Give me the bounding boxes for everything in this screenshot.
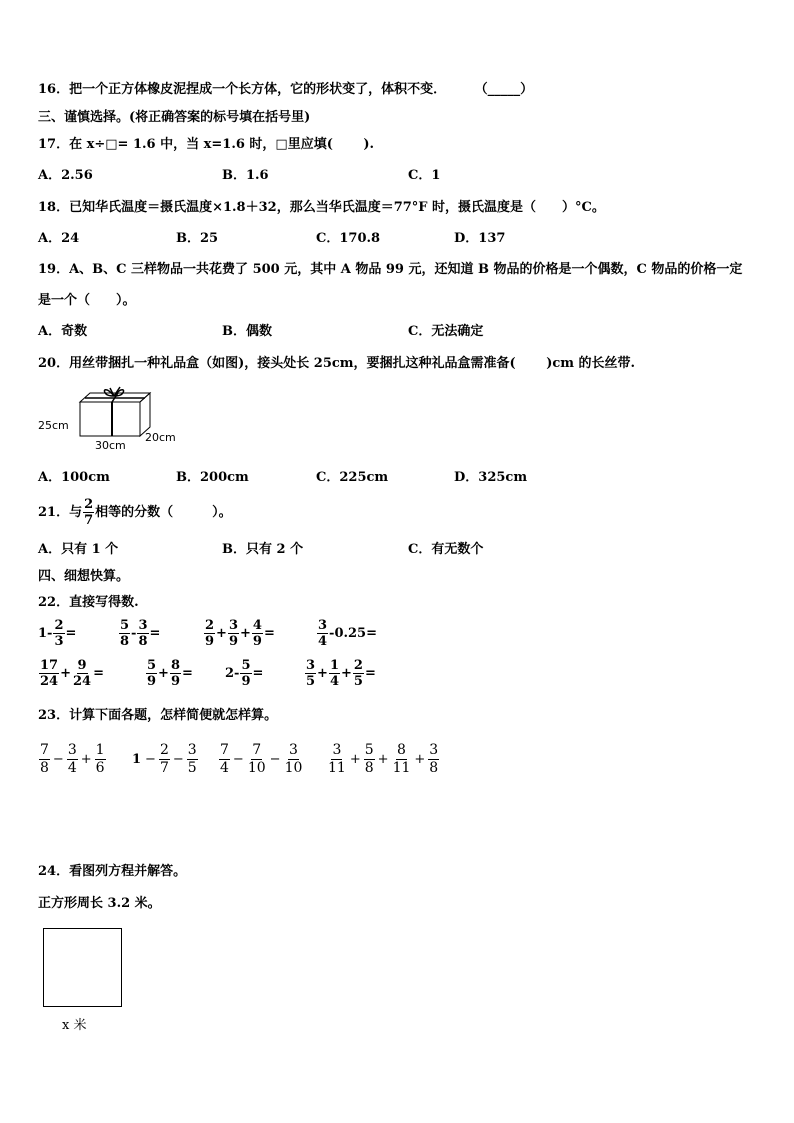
question-24-title: 24．看图列方程并解答。 — [38, 864, 187, 879]
figure-label-height: 25cm — [38, 419, 69, 432]
q17-option-b: B．1.6 — [222, 168, 269, 183]
q20-option-b: B．200cm — [176, 470, 249, 485]
q17-option-a: A．2.56 — [38, 168, 93, 183]
q22-expr-3: $\frac{2}{9}$ + $\frac{3}{9}$ + $\frac{4}{9}$ = — [205, 618, 275, 649]
q17-option-c: C．1 — [408, 168, 441, 183]
question-21-prefix: 21．与 — [38, 504, 83, 520]
question-16 — [38, 82, 533, 98]
q22-expr-4: $\frac{3}{4}$ -0.25= — [318, 618, 377, 649]
q22-expr-1: 1- $\frac{2}{3}$ = — [38, 618, 77, 649]
q20-option-d: D．325cm — [454, 470, 528, 485]
q23-expr-1: $\frac{7}{8}$ − $\frac{3}{4}$ + $\frac{1}{6}$ — [40, 742, 105, 776]
q21-option-a: A．只有 1 个 — [38, 542, 119, 557]
q19-option-c: C．无法确定 — [408, 324, 484, 339]
answer-bracket: （_____） — [474, 82, 534, 97]
q22-expr-5: $\frac{17}{24}$ + $\frac{9}{24}$ = — [40, 658, 104, 689]
q23-expr-2: 1 − $\frac{2}{7}$ − $\frac{3}{5}$ — [132, 742, 197, 776]
question-19-line2: 是一个（ ）。 — [38, 293, 136, 308]
fraction-2-7: $\frac{2}{7}$ — [84, 497, 94, 528]
q21-option-c: C．有无数个 — [408, 542, 484, 557]
q18-option-b: B．25 — [176, 231, 219, 246]
question-18-text: 18．已知华氏温度＝摄氏温度×1.8＋32，那么当华氏温度＝77°F 时，摄氏温度是（ ）°C。 — [38, 200, 605, 215]
question-21 — [38, 497, 232, 528]
q18-option-d: D．137 — [454, 231, 506, 246]
q19-option-a: A．奇数 — [38, 324, 88, 339]
q23-expr-4: $\frac{3}{11}$ + $\frac{5}{8}$ + $\frac{8}{11}$ + $\frac{3}{8}$ — [328, 742, 439, 776]
figure-label-length: 30cm — [95, 439, 126, 452]
question-19-line1: 19．A、B、C 三样物品一共花费了 500 元，其中 A 物品 99 元，还知道 B 物品的价格是一个偶数，C 物品的价格一定 — [38, 262, 743, 277]
section-4-heading: 四、细想快算。 — [38, 569, 130, 584]
question-21-suffix: 相等的分数（ ）。 — [95, 504, 232, 520]
square-side-label: x 米 — [62, 1018, 87, 1033]
q18-option-c: C．170.8 — [316, 231, 381, 246]
figure-label-width: 20cm — [145, 431, 176, 444]
q21-option-b: B．只有 2 个 — [222, 542, 304, 557]
q22-expr-8: $\frac{3}{5}$ + $\frac{1}{4}$ + $\frac{2}{5}$ = — [306, 658, 376, 689]
q23-expr-3: $\frac{7}{4}$ − $\frac{7}{10}$ − $\frac{3}{10}$ — [220, 742, 303, 776]
question-23-title: 23．计算下面各题，怎样简便就怎样算。 — [38, 708, 278, 723]
section-3-heading: 三、谨慎选择。(将正确答案的标号填在括号里) — [38, 110, 311, 125]
q20-option-c: C．225cm — [316, 470, 389, 485]
question-16-text: 16．把一个正方体橡皮泥捏成一个长方体，它的形状变了，体积不变． — [38, 82, 447, 97]
q22-expr-6: $\frac{5}{9}$ + $\frac{8}{9}$ = — [147, 658, 193, 689]
q18-option-a: A．24 — [38, 231, 80, 246]
question-20-text: 20．用丝带捆扎一种礼品盒（如图)，接头处长 25cm，要捆扎这种礼品盒需准备( )cm 的长丝带. — [38, 356, 636, 371]
q22-expr-7: 2- $\frac{5}{9}$ = — [225, 658, 264, 689]
square-figure — [43, 928, 122, 1007]
question-22-title: 22．直接写得数. — [38, 595, 139, 610]
q22-expr-2: $\frac{5}{8}$ - $\frac{3}{8}$ = — [120, 618, 161, 649]
q20-option-a: A．100cm — [38, 470, 110, 485]
q19-option-b: B．偶数 — [222, 324, 272, 339]
question-17-text: 17．在 x÷□= 1.6 中，当 x=1.6 时，□里应填( ). — [38, 137, 375, 152]
question-24-desc: 正方形周长 3.2 米。 — [38, 896, 161, 911]
